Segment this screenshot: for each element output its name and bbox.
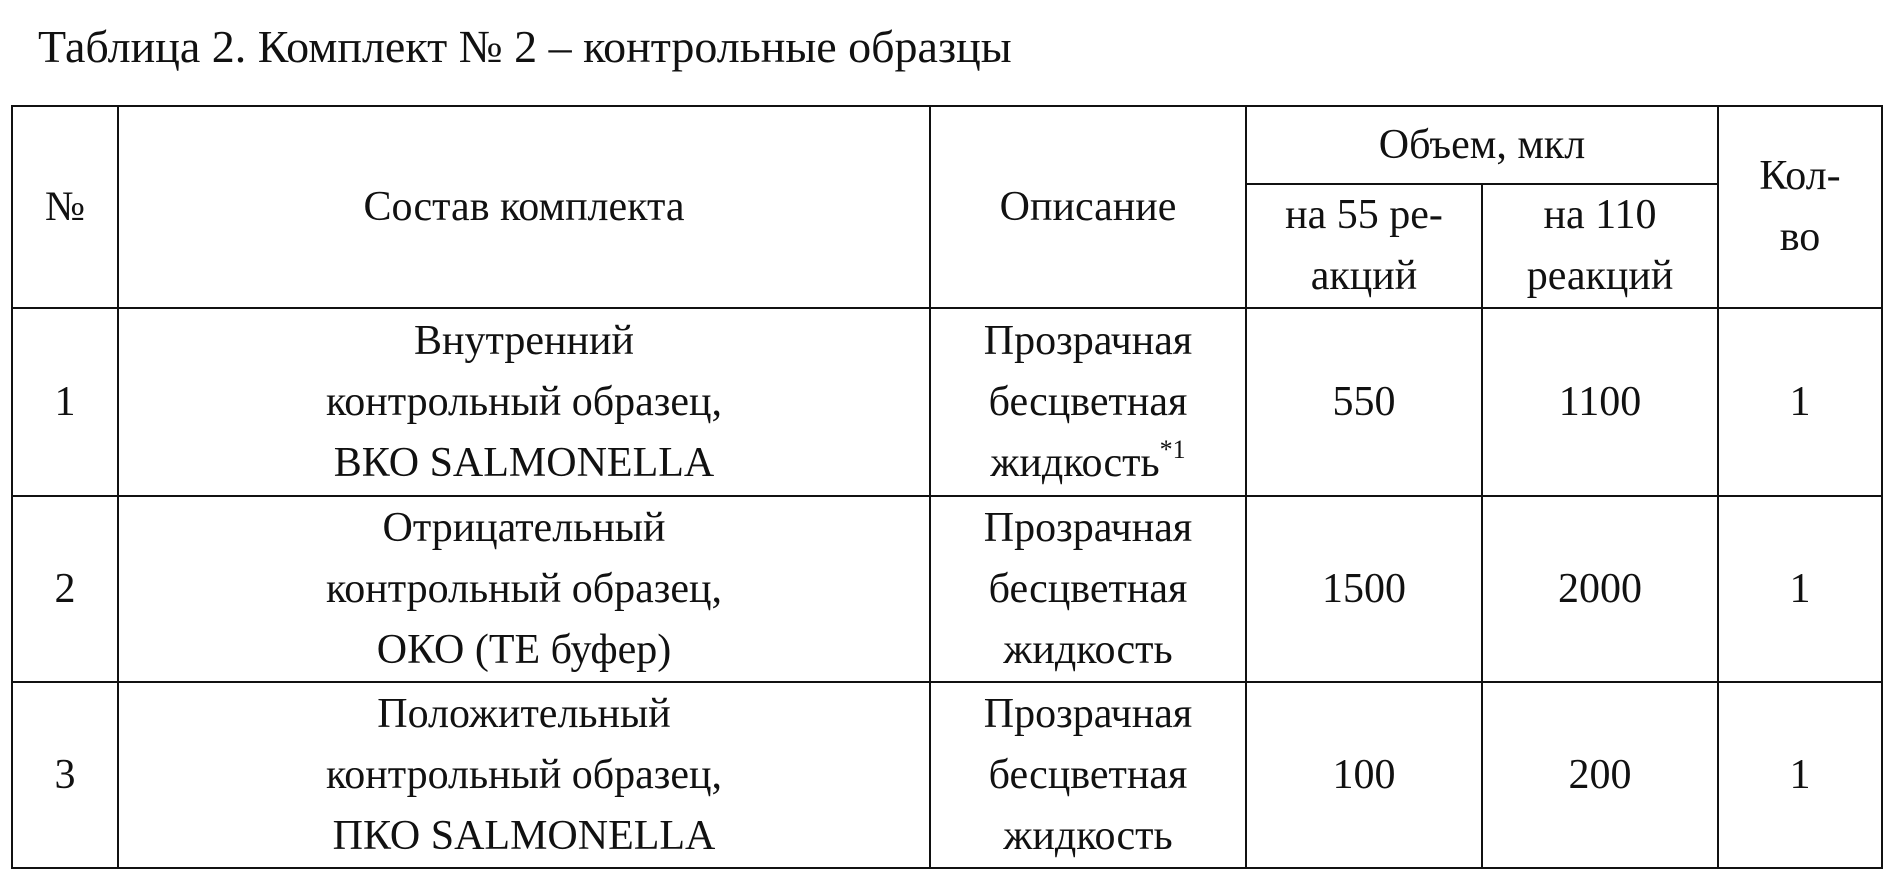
row-qty: 1 <box>1718 682 1882 868</box>
header-composition: Состав комплекта <box>118 106 930 308</box>
row-num: 3 <box>12 682 118 868</box>
row-description: Прозрачная бесцветная жидкость <box>930 682 1246 868</box>
row-vol110: 2000 <box>1482 496 1718 682</box>
row-description: Прозрачная бесцветная жидкость$^{*1}$ <box>930 308 1246 496</box>
header-description: Описание <box>930 106 1246 308</box>
header-qty: Кол- во <box>1718 106 1882 308</box>
row-vol110: 200 <box>1482 682 1718 868</box>
row-vol110: 1100 <box>1482 308 1718 496</box>
table-caption: Таблица 2. Комплект № 2 – контрольные образцы <box>38 21 1012 72</box>
row-vol55: 100 <box>1246 682 1482 868</box>
header-volume-group: Объем, мкл <box>1246 106 1718 184</box>
row-qty: 1 <box>1718 496 1882 682</box>
row-composition: Отрицательный контрольный образец, ОКО (ТЕ буфер) <box>118 496 930 682</box>
header-vol110: на 110 реакций <box>1482 184 1718 308</box>
row-qty: 1 <box>1718 308 1882 496</box>
header-vol55: на 55 ре- акций <box>1246 184 1482 308</box>
row-composition: Положительный контрольный образец, ПКО SALMONELLA <box>118 682 930 868</box>
table-row <box>12 496 1882 682</box>
row-num: 2 <box>12 496 118 682</box>
header-row-1 <box>12 106 1882 184</box>
kit-table <box>11 105 1883 869</box>
row-num: 1 <box>12 308 118 496</box>
header-num: № <box>12 106 118 308</box>
row-vol55: 1500 <box>1246 496 1482 682</box>
row-vol55: 550 <box>1246 308 1482 496</box>
row-description: Прозрачная бесцветная жидкость <box>930 496 1246 682</box>
row-composition: Внутренний контрольный образец, ВКО SALMONELLA <box>118 308 930 496</box>
footnote-marker: *1 <box>1159 434 1186 464</box>
table-row <box>12 308 1882 496</box>
table-row <box>12 682 1882 868</box>
